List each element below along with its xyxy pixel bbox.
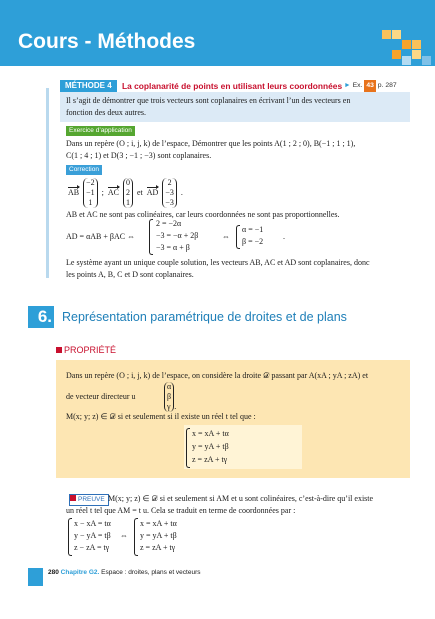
decor-square xyxy=(392,30,401,39)
chapter-label: Chapitre G2. xyxy=(60,569,100,576)
vector-component: β xyxy=(167,392,172,401)
footer-band xyxy=(28,568,43,586)
ex-number-badge: 43 xyxy=(364,80,376,92)
decor-square xyxy=(422,56,431,65)
vector-component: 1 xyxy=(126,198,130,207)
not-collinear-line: AB et AC ne sont pas colinéaires, car leurs coordonnées ne sont pas proportionnelles. xyxy=(66,210,340,219)
proof-left-line: y − yA = tβ xyxy=(74,531,111,540)
vector-u: α β γ . xyxy=(164,382,176,412)
decor-square xyxy=(402,56,411,65)
vector-component: 2 xyxy=(167,178,172,187)
proof-line-2: un réel t tel que AM = t u. Cela se traduit en terme de coordonnées par : xyxy=(66,506,296,515)
property-system-line: x = xA + tα xyxy=(192,429,229,438)
property-system-line: y = yA + tβ xyxy=(192,442,229,451)
footer xyxy=(48,568,201,578)
system1-line: −3 = α + β xyxy=(156,243,190,252)
chapter-title: Espace : droites, plans et vecteurs xyxy=(101,569,201,576)
proof-left-line: z − zA = tγ xyxy=(74,543,110,552)
property-label: PROPRIÉTÉ xyxy=(64,345,117,355)
proof-right-line: x = xA + tα xyxy=(140,519,177,528)
vector-AD xyxy=(162,178,177,208)
system2-line: β = −2 xyxy=(242,237,264,246)
vector-component: γ xyxy=(167,402,171,411)
exercise-tag: Exercice d’application xyxy=(66,126,135,136)
exercise-line-2: C(1 ; 4 ; 1) et D(3 ; −1 ; −3) sont coplanaires. xyxy=(66,151,212,160)
brace xyxy=(68,518,72,556)
method-tag: MÉTHODE 4 xyxy=(60,80,117,92)
period: . xyxy=(283,232,285,241)
system1-line: 2 = −2α xyxy=(156,219,182,228)
proof-mark xyxy=(70,495,76,501)
intro-line-1: Il s’agit de démontrer que trois vecteurs sont coplanaires en écrivant l’un des vecteurs en xyxy=(66,96,351,105)
method-title: La coplanarité de points en utilisant leurs coordonnées xyxy=(122,81,343,91)
conclusion-line-1: Le système ayant un unique couple solution, les vecteurs AB, AC et AD sont coplanaires, donc xyxy=(66,258,370,267)
decor-square xyxy=(392,50,401,59)
vector-AC xyxy=(123,178,133,208)
system2-line: α = −1 xyxy=(242,225,264,234)
equation-lhs: AD = αAB + βAC ⇔ xyxy=(66,232,136,241)
arrow-right-icon: ► xyxy=(344,82,351,89)
proof-left-line: x − xA = tα xyxy=(74,519,111,528)
conclusion-line-2: les points A, B, C et D sont coplanaires. xyxy=(66,270,194,279)
brace xyxy=(236,225,240,249)
decor-square xyxy=(412,50,421,59)
vector-AC-label: AC xyxy=(107,188,119,197)
vector-component: 1 xyxy=(88,198,93,207)
page-title: Cours - Méthodes xyxy=(18,30,196,53)
ex-page: p. 287 xyxy=(377,82,397,89)
proof-right-line: z = zA + tγ xyxy=(140,543,176,552)
vector-component: 2 xyxy=(126,188,130,197)
vector-component: −3 xyxy=(165,198,174,207)
vector-AB xyxy=(83,178,98,208)
correction-tag: Correction xyxy=(66,165,102,175)
vector-component: −3 xyxy=(165,188,174,197)
method-sideband xyxy=(46,88,49,278)
exercise-line-1: Dans un repère (O ; i, j, k) de l’espace, Démontrer que les points A(1 ; 2 ; 0), B(−1 ; 1 ; 1), xyxy=(66,139,356,148)
property-square xyxy=(56,347,62,353)
property-line-2: de vecteur directeur u xyxy=(66,392,136,401)
vector-component: α xyxy=(167,382,172,391)
brace xyxy=(149,219,153,255)
vector-AD-label: AD xyxy=(146,188,159,197)
proof-line-1: M(x; y; z) ∈ 𝒟 si et seulement si AM et u sont colinéaires, c’est-à-dire qu’il existe xyxy=(108,494,374,503)
equivalence-arrow: ⇔ xyxy=(120,531,128,540)
intro-line-2: fonction des deux autres. xyxy=(66,108,146,117)
system1-line: −3 = −α + 2β xyxy=(156,231,199,240)
property-line-3: M(x; y; z) ∈ 𝒟 si et seulement si il existe un réel t tel que : xyxy=(66,412,256,421)
vector-component: −2 xyxy=(86,178,95,187)
vector-coordinates: AB −2 −1 1 ; AC 0 2 1 et AD 2 −3 −3 . xyxy=(68,178,183,207)
ex-prefix: Ex. xyxy=(352,82,363,89)
brace xyxy=(134,518,138,556)
page-number: 280 xyxy=(48,569,59,576)
vector-component: −1 xyxy=(86,188,95,197)
vector-component: 0 xyxy=(126,178,130,187)
decor-square xyxy=(382,30,391,39)
proof-tag: PREUVE xyxy=(69,494,109,506)
section-number: 6. xyxy=(28,306,54,328)
brace xyxy=(186,428,190,468)
property-system-line: z = zA + tγ xyxy=(192,455,228,464)
section-title: Représentation paramétrique de droites et de plans xyxy=(62,310,347,324)
property-line-1: Dans un repère (O ; i, j, k) de l’espace, on considère la droite 𝒟 passant par A(xA ; yA ; zA) et xyxy=(66,371,369,380)
exercise-reference[interactable] xyxy=(344,80,397,92)
decor-square xyxy=(402,40,411,49)
decor-square xyxy=(412,40,421,49)
proof-right-line: y = yA + tβ xyxy=(140,531,177,540)
vector-AB-label: AB xyxy=(68,188,80,197)
equivalence-arrow: ⇔ xyxy=(222,232,230,241)
